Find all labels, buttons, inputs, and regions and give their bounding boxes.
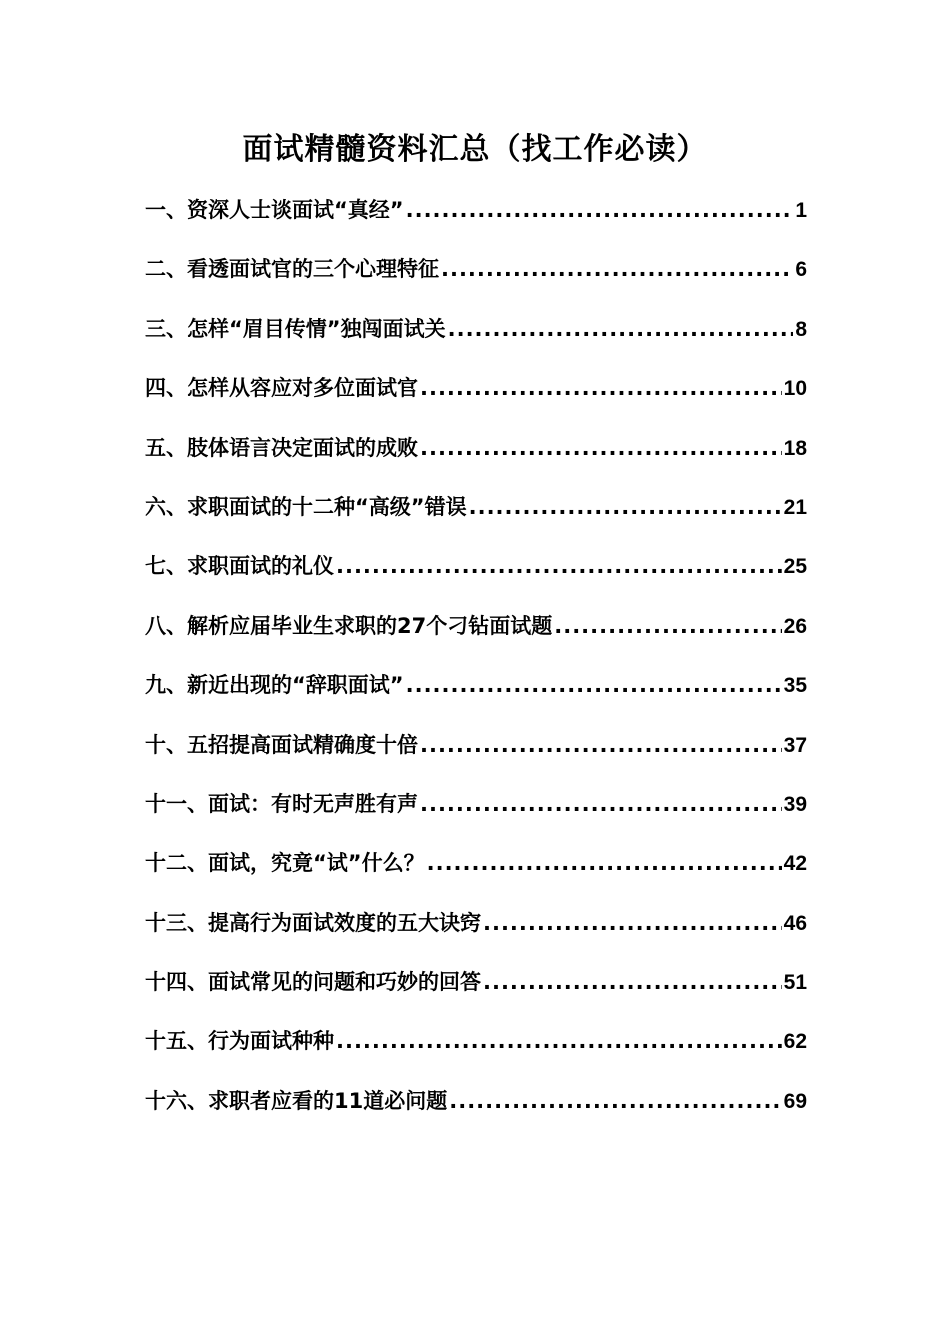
toc-entry-label: 十三、提高行为面试效度的五大诀窍 (145, 910, 481, 935)
toc-page-number: 1 (795, 199, 807, 222)
toc-entry[interactable] (145, 247, 807, 306)
table-of-contents (145, 188, 807, 1138)
toc-dot-leader (406, 188, 794, 232)
toc-dot-leader (336, 544, 782, 588)
toc-page-number: 46 (783, 911, 807, 935)
toc-dot-leader (427, 841, 782, 885)
toc-entry-label: 十五、行为面试种种 (145, 1029, 334, 1054)
toc-entry-label: 十、五招提高面试精确度十倍 (145, 732, 418, 757)
toc-entry[interactable] (145, 782, 807, 841)
toc-entry-label: 二、看透面试官的三个心理特征 (145, 257, 439, 282)
toc-entry[interactable] (145, 723, 807, 782)
toc-dot-leader (420, 782, 782, 826)
toc-page-number: 51 (783, 971, 807, 995)
toc-entry-label: 十一、面试：有时无声胜有声 (145, 791, 418, 816)
toc-entry-label: 三、怎样“眉目传情”独闯面试关 (145, 316, 446, 341)
toc-entry-label: 七、求职面试的礼仪 (145, 554, 334, 579)
toc-dot-leader (336, 1019, 782, 1063)
toc-page-number: 69 (783, 1089, 807, 1113)
toc-entry[interactable] (145, 485, 807, 544)
toc-entry-label: 五、肢体语言决定面试的成败 (145, 435, 418, 460)
toc-entry[interactable] (145, 426, 807, 485)
toc-page-number: 35 (783, 674, 807, 698)
toc-entry[interactable] (145, 1079, 807, 1138)
toc-entry[interactable] (145, 544, 807, 603)
toc-entry-label: 九、新近出现的“辞职面试” (145, 673, 404, 698)
toc-dot-leader (406, 663, 782, 707)
toc-page-number: 37 (783, 733, 807, 757)
toc-entry[interactable] (145, 1019, 807, 1078)
toc-page-number: 25 (783, 555, 807, 579)
toc-dot-leader (420, 723, 782, 767)
toc-entry-label: 四、怎样从容应对多位面试官 (145, 376, 418, 401)
toc-entry[interactable] (145, 307, 807, 366)
toc-page-number: 62 (783, 1030, 807, 1054)
toc-entry-label: 一、资深人士谈面试“真经” (145, 198, 404, 222)
toc-page-number: 18 (783, 436, 807, 460)
document-title: 面试精髓资料汇总（找工作必读） (242, 132, 708, 167)
toc-dot-leader (441, 247, 793, 291)
toc-dot-leader (420, 426, 782, 470)
toc-page-number: 21 (783, 495, 807, 519)
toc-dot-leader (420, 366, 782, 410)
toc-entry[interactable] (145, 366, 807, 425)
toc-entry[interactable] (145, 841, 807, 900)
toc-dot-leader (483, 960, 782, 1004)
toc-page-number: 6 (795, 258, 807, 282)
toc-page-number: 10 (783, 377, 807, 401)
toc-entry-label: 八、解析应届毕业生求职的27个刁钻面试题 (145, 613, 553, 638)
toc-dot-leader (554, 604, 781, 648)
toc-entry-label: 十二、面试，究竟“试”什么？ (145, 851, 425, 876)
toc-entry[interactable] (145, 663, 807, 722)
toc-page-number: 8 (795, 317, 807, 341)
toc-dot-leader (469, 485, 782, 529)
toc-entry-label: 十四、面试常见的问题和巧妙的回答 (145, 970, 481, 995)
toc-page-number: 42 (783, 852, 807, 876)
toc-entry[interactable] (145, 901, 807, 960)
toc-entry[interactable] (145, 960, 807, 1019)
toc-page-number: 26 (783, 614, 807, 638)
toc-entry-label: 六、求职面试的十二种“高级”错误 (145, 494, 467, 519)
toc-dot-leader (483, 901, 782, 945)
toc-entry[interactable] (145, 188, 807, 247)
toc-entry[interactable] (145, 604, 807, 663)
toc-dot-leader (448, 307, 794, 351)
toc-dot-leader (449, 1079, 781, 1123)
toc-page-number: 39 (783, 792, 807, 816)
toc-entry-label: 十六、求职者应看的11道必问题 (145, 1088, 448, 1113)
